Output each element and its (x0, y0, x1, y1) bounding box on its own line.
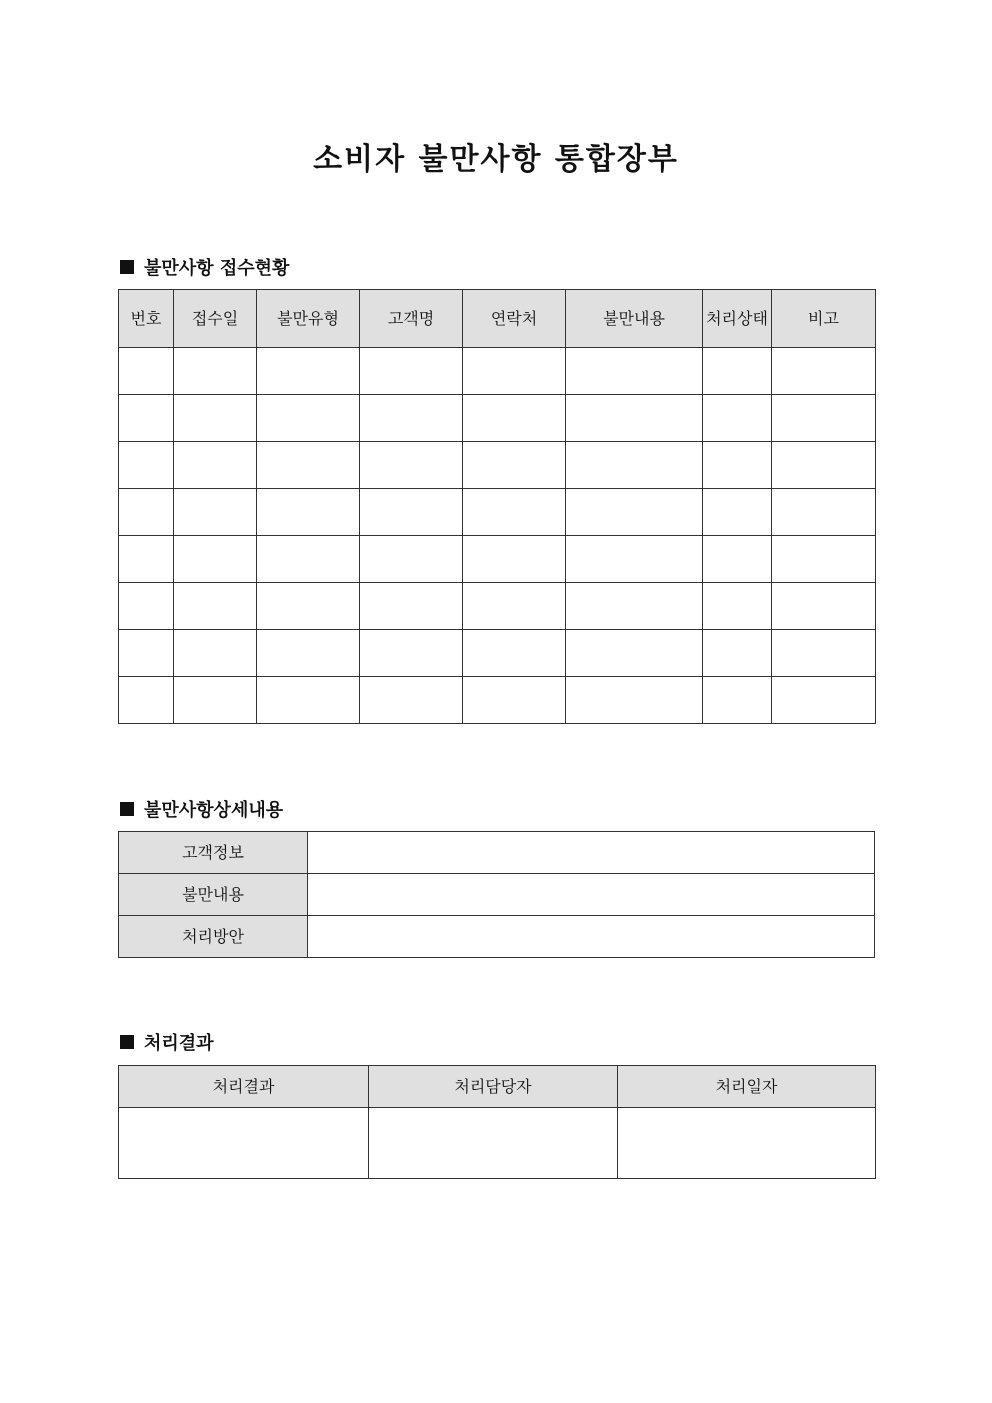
square-bullet-icon (120, 802, 134, 816)
table-cell[interactable] (463, 489, 566, 536)
table-cell[interactable] (703, 395, 772, 442)
table-cell[interactable] (772, 489, 876, 536)
column-header-status: 처리상태 (703, 290, 772, 348)
table-cell[interactable] (463, 442, 566, 489)
section-heading-complaint-detail (120, 796, 283, 822)
table-cell[interactable] (257, 348, 360, 395)
table-cell[interactable] (257, 442, 360, 489)
table-cell[interactable] (772, 442, 876, 489)
table-cell[interactable] (174, 442, 257, 489)
column-header-contact: 연락처 (463, 290, 566, 348)
column-header-processing-date: 처리일자 (618, 1066, 876, 1108)
table-cell[interactable] (703, 489, 772, 536)
table-cell[interactable] (257, 583, 360, 630)
column-header-number: 번호 (119, 290, 174, 348)
section-heading-complaint-status (120, 254, 289, 280)
detail-label-resolution-plan: 처리방안 (119, 916, 308, 958)
table-cell[interactable] (257, 677, 360, 724)
detail-value-complaint-content[interactable] (308, 874, 875, 916)
table-cell[interactable] (119, 489, 174, 536)
table-cell[interactable] (772, 677, 876, 724)
table-cell[interactable] (566, 489, 703, 536)
table-cell[interactable] (566, 536, 703, 583)
table-cell[interactable] (257, 489, 360, 536)
table-cell[interactable] (257, 536, 360, 583)
section-heading-label: 불만사항 접수현황 (144, 258, 290, 279)
table-cell[interactable] (174, 489, 257, 536)
table-cell[interactable] (257, 395, 360, 442)
table-cell[interactable] (463, 630, 566, 677)
table-cell[interactable] (703, 583, 772, 630)
result-value-cell[interactable] (119, 1108, 369, 1179)
result-value-row (119, 1108, 876, 1179)
table-row (119, 583, 876, 630)
table-cell[interactable] (566, 348, 703, 395)
table-cell[interactable] (119, 536, 174, 583)
table-cell[interactable] (360, 348, 463, 395)
table-cell[interactable] (566, 630, 703, 677)
table-cell[interactable] (463, 395, 566, 442)
table-row (119, 630, 876, 677)
column-header-complaint-type: 불만유형 (257, 290, 360, 348)
table-cell[interactable] (703, 630, 772, 677)
table-cell[interactable] (772, 583, 876, 630)
table-cell[interactable] (174, 677, 257, 724)
detail-label-complaint-content: 불만내용 (119, 874, 308, 916)
table-cell[interactable] (463, 583, 566, 630)
column-header-receipt-date: 접수일 (174, 290, 257, 348)
table-cell[interactable] (119, 630, 174, 677)
table-cell[interactable] (119, 583, 174, 630)
column-header-remarks: 비고 (772, 290, 876, 348)
table-cell[interactable] (360, 630, 463, 677)
table-cell[interactable] (119, 442, 174, 489)
processing-result-table (118, 1065, 876, 1179)
table-cell[interactable] (566, 395, 703, 442)
processing-date-value-cell[interactable] (618, 1108, 876, 1179)
document-title: 소비자 불만사항 통합장부 (313, 142, 679, 177)
table-cell[interactable] (463, 348, 566, 395)
result-header-row (119, 1066, 876, 1108)
table-cell[interactable] (360, 442, 463, 489)
table-row (119, 536, 876, 583)
complaint-status-table (118, 289, 876, 724)
table-cell[interactable] (360, 536, 463, 583)
table-cell[interactable] (360, 489, 463, 536)
table-cell[interactable] (566, 677, 703, 724)
table-cell[interactable] (174, 536, 257, 583)
person-in-charge-value-cell[interactable] (369, 1108, 618, 1179)
table-row (119, 348, 876, 395)
column-header-customer-name: 고객명 (360, 290, 463, 348)
table-cell[interactable] (772, 536, 876, 583)
table-cell[interactable] (703, 348, 772, 395)
column-header-complaint-content: 불만내용 (566, 290, 703, 348)
table-cell[interactable] (257, 630, 360, 677)
table-cell[interactable] (566, 583, 703, 630)
section-heading-result (120, 1029, 214, 1055)
table-cell[interactable] (360, 395, 463, 442)
table-row (119, 442, 876, 489)
table-cell[interactable] (703, 536, 772, 583)
detail-value-customer-info[interactable] (308, 832, 875, 874)
detail-label-customer-info: 고객정보 (119, 832, 308, 874)
table-cell[interactable] (119, 395, 174, 442)
table-cell[interactable] (119, 348, 174, 395)
table-cell[interactable] (174, 583, 257, 630)
table-row (119, 395, 876, 442)
table-cell[interactable] (703, 677, 772, 724)
table-cell[interactable] (772, 395, 876, 442)
table-cell[interactable] (463, 677, 566, 724)
table-cell[interactable] (463, 536, 566, 583)
column-header-result: 처리결과 (119, 1066, 369, 1108)
square-bullet-icon (120, 1035, 134, 1049)
column-header-person-in-charge: 처리담당자 (369, 1066, 618, 1108)
table-cell[interactable] (772, 348, 876, 395)
complaint-detail-table (118, 831, 875, 958)
table-cell[interactable] (360, 677, 463, 724)
table-cell[interactable] (772, 630, 876, 677)
table-cell[interactable] (119, 677, 174, 724)
table-row (119, 489, 876, 536)
table-cell[interactable] (174, 630, 257, 677)
table-cell[interactable] (566, 442, 703, 489)
table-cell[interactable] (703, 442, 772, 489)
square-bullet-icon (120, 260, 134, 274)
table-cell[interactable] (174, 395, 257, 442)
detail-row-complaint-content (119, 874, 875, 916)
detail-row-resolution-plan (119, 916, 875, 958)
table-cell[interactable] (174, 348, 257, 395)
detail-row-customer-info (119, 832, 875, 874)
detail-value-resolution-plan[interactable] (308, 916, 875, 958)
table-header-row (119, 290, 876, 348)
table-cell[interactable] (360, 583, 463, 630)
section-heading-label: 불만사항상세내용 (144, 800, 284, 821)
section-heading-label: 처리결과 (144, 1033, 214, 1054)
table-row (119, 677, 876, 724)
